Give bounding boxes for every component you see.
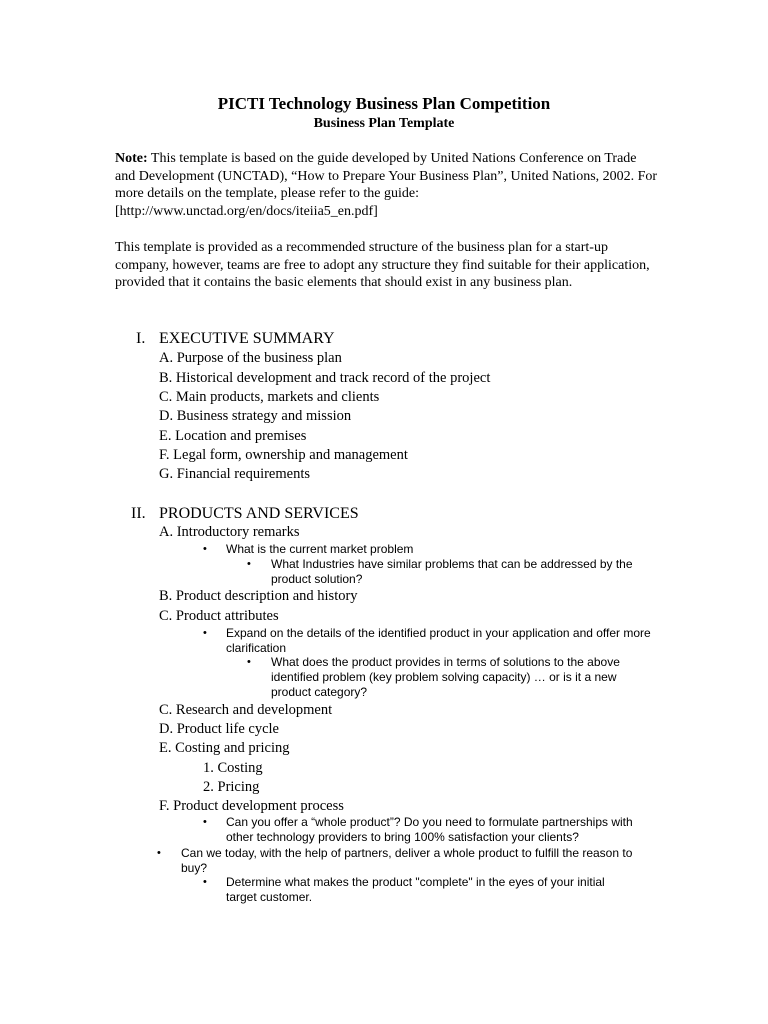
section-2-item-d: D. Product life cycle (159, 721, 279, 737)
section-2-title: PRODUCTS AND SERVICES (159, 505, 359, 522)
bullet-market-problem: What is the current market problem (226, 542, 414, 556)
bullet-icon: • (203, 876, 207, 888)
section-1-title: EXECUTIVE SUMMARY (159, 330, 335, 347)
bullet-whole-product: Can you offer a “whole product”? Do you need to formulate partnerships with other technology providers to bring 100% satisfaction your clients? (226, 815, 633, 844)
section-2-item-f: F. Product development process (159, 798, 344, 814)
section-2-item-b: B. Product description and history (159, 588, 358, 604)
section-2-item-e: E. Costing and pricing (159, 740, 290, 756)
section-1-item-f: F. Legal form, ownership and management (159, 447, 408, 463)
section-2-item-c: C. Product attributes (159, 608, 279, 624)
bullet-expand-details: Expand on the details of the identified product in your application and offer more clarification (226, 626, 651, 655)
note-label: Note: (115, 151, 148, 166)
section-2-item-c-research: C. Research and development (159, 702, 333, 718)
section-1-item-c: C. Main products, markets and clients (159, 389, 380, 405)
bullet-partners-deliver: Can we today, with the help of partners, deliver a whole product to fulfill the reason to buy? (181, 846, 633, 875)
bullet-icon: • (247, 558, 251, 570)
document-title: PICTI Technology Business Plan Competition (217, 94, 551, 113)
section-1-item-b: B. Historical development and track record of the project (159, 370, 491, 386)
note-paragraph (115, 150, 660, 220)
intro-paragraph: This template is provided as a recommended structure of the business plan for a start-up company, however, teams are free to adopt any structure they find suitable for their application, provided that it contains the basic elements that should exist in any business plan. (115, 240, 650, 290)
section-2-item-e-2: 2. Pricing (203, 779, 260, 795)
document-subtitle: Business Plan Template (313, 116, 455, 131)
bullet-icon: • (157, 847, 161, 859)
bullet-icon: • (203, 816, 207, 828)
section-2-number: II. (131, 505, 146, 522)
section-1-item-d: D. Business strategy and mission (159, 408, 352, 424)
section-1-item-g: G. Financial requirements (159, 466, 310, 482)
section-1-number: I. (136, 330, 146, 347)
bullet-icon: • (203, 627, 207, 639)
bullet-problem-solving: What does the product provides in terms of solutions to the above identified problem (key problem solving capacity) … or is it a new product category? (271, 655, 620, 699)
section-2-item-e-1: 1. Costing (203, 760, 263, 776)
bullet-icon: • (203, 543, 207, 555)
section-2-item-a: A. Introductory remarks (159, 524, 300, 540)
bullet-complete-product: Determine what makes the product "complete" in the eyes of your initial target customer. (226, 875, 605, 904)
section-1-item-a: A. Purpose of the business plan (159, 350, 342, 366)
note-text: This template is based on the guide developed by United Nations Conference on Trade and Development (UNCTAD), “How to Prepare Your Business Plan”, United Nations, 2002. For more details on the template, please refer to the guide: [http://www.unctad.org/en/docs/iteiia5_en.pdf] (115, 151, 658, 219)
bullet-similar-industries: What Industries have similar problems that can be addressed by the product solution? (271, 557, 633, 586)
section-1-item-e: E. Location and premises (159, 428, 307, 444)
bullet-icon: • (247, 656, 251, 668)
